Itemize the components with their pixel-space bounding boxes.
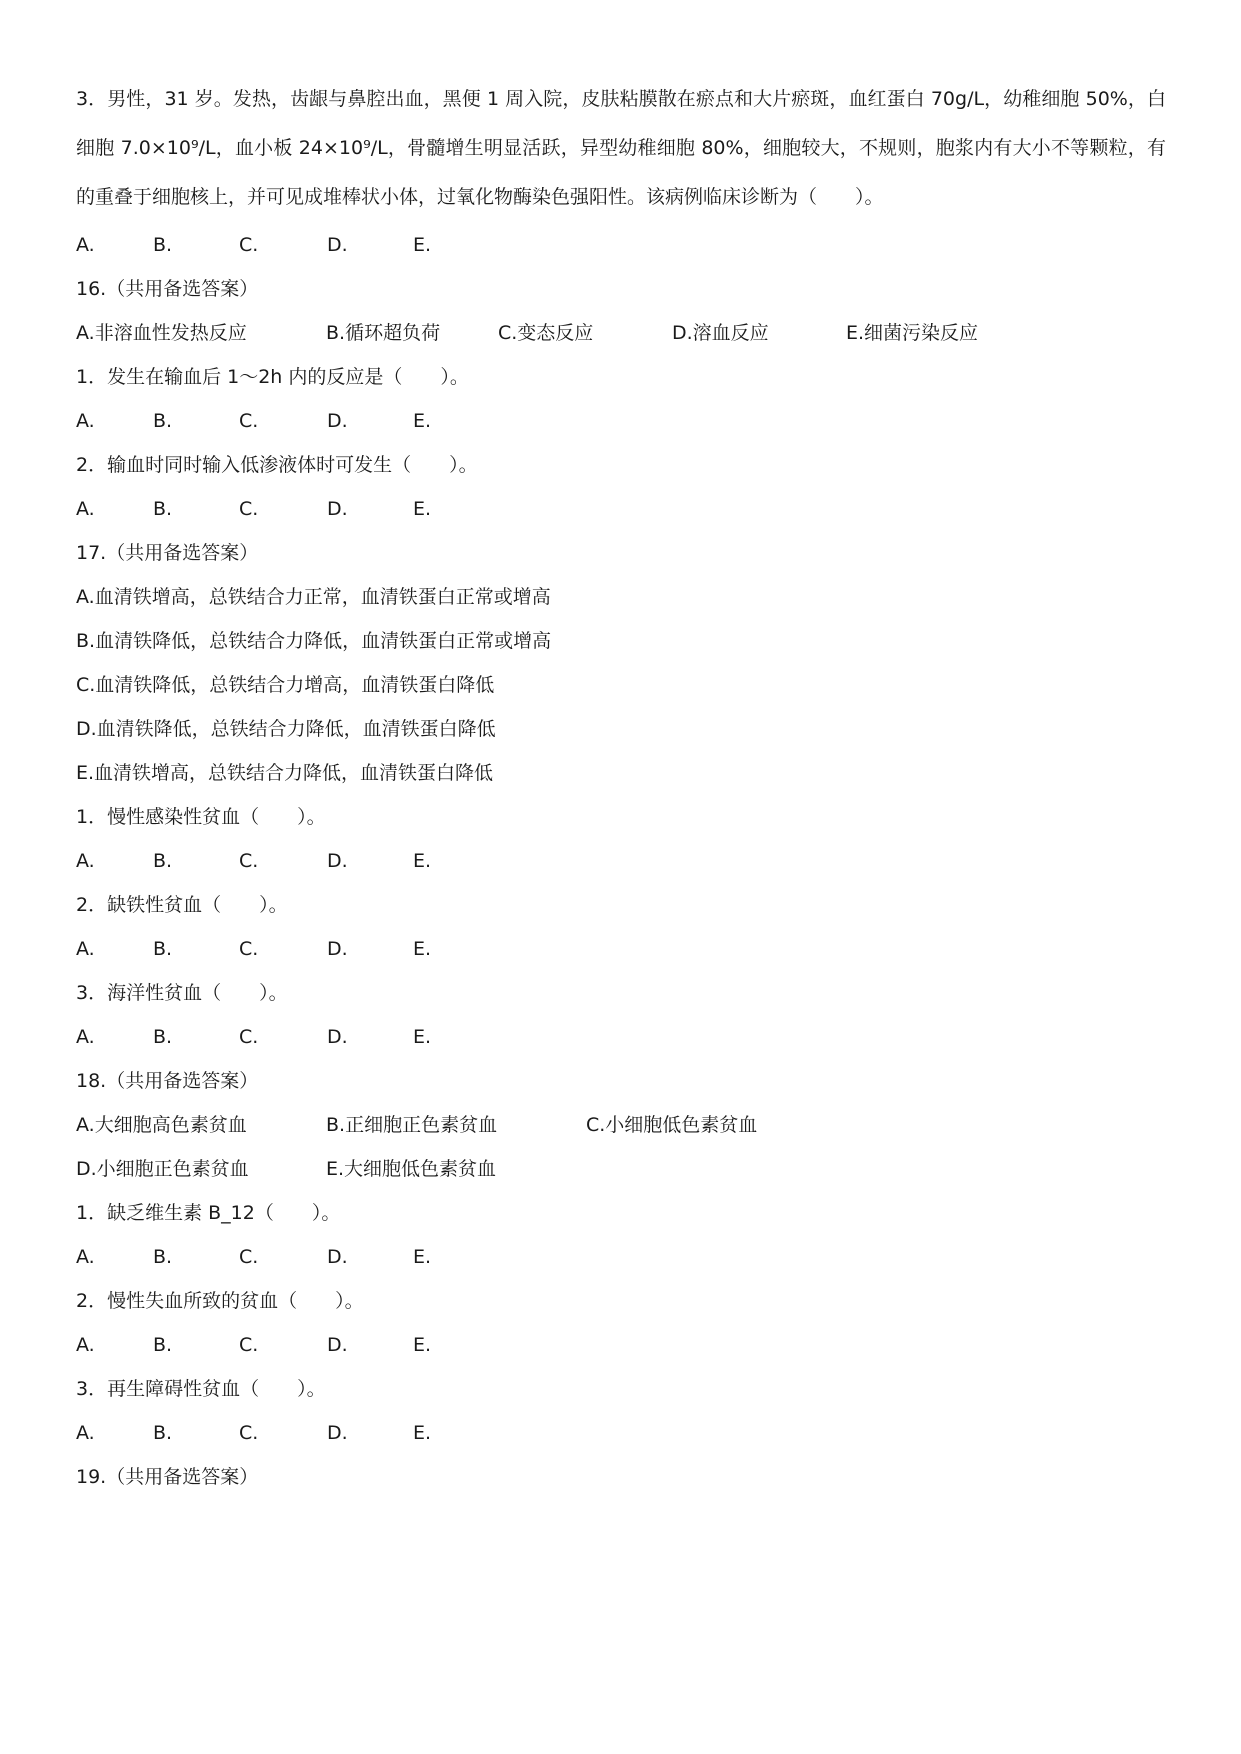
letter-c: C.	[239, 410, 259, 432]
letter-a: A.	[76, 850, 95, 872]
letter-c: C.	[239, 850, 259, 872]
letter-c: C.	[239, 1026, 259, 1048]
g17-option-e: E.血清铁增高，总铁结合力降低，血清铁蛋白降低	[76, 762, 494, 784]
answer-letters-g18-q1	[76, 1244, 676, 1270]
g18-option-e: E.大细胞低色素贫血	[326, 1158, 497, 1180]
letter-e: E.	[413, 410, 432, 432]
g16-option-a: A.非溶血性发热反应	[76, 322, 247, 344]
letter-e: E.	[413, 1026, 432, 1048]
letter-e: E.	[413, 850, 432, 872]
g16-option-c: C.变态反应	[498, 322, 594, 344]
group-19-header: 19.（共用备选答案）	[76, 1466, 259, 1488]
group-18-header: 18.（共用备选答案）	[76, 1070, 259, 1092]
letter-b: B.	[153, 1422, 173, 1444]
letter-d: D.	[327, 850, 348, 872]
group-18-options-row-1	[76, 1112, 1176, 1138]
letter-b: B.	[153, 1246, 173, 1268]
letter-b: B.	[153, 850, 173, 872]
answer-letters-g18-q3	[76, 1420, 676, 1446]
letter-b: B.	[153, 938, 173, 960]
letter-e: E.	[413, 1422, 432, 1444]
letter-b: B.	[153, 1334, 173, 1356]
group-16-options	[76, 320, 1176, 346]
letter-e: E.	[413, 938, 432, 960]
g17-option-b: B.血清铁降低，总铁结合力降低，血清铁蛋白正常或增高	[76, 630, 552, 652]
g16-question-2: 2．输血时同时输入低渗液体时可发生（ ）。	[76, 454, 478, 476]
letter-e: E.	[413, 498, 432, 520]
letter-d: D.	[327, 1334, 348, 1356]
g18-option-b: B.正细胞正色素贫血	[326, 1114, 498, 1136]
letter-a: A.	[76, 1246, 95, 1268]
letter-a: A.	[76, 1422, 95, 1444]
group-18-options-row-2	[76, 1156, 1176, 1182]
answer-letters-q3	[76, 232, 676, 258]
letter-e: E.	[413, 1334, 432, 1356]
letter-d: D.	[327, 234, 348, 256]
letter-c: C.	[239, 498, 259, 520]
letter-c: C.	[239, 938, 259, 960]
answer-letters-g16-q2	[76, 496, 676, 522]
g17-option-c: C.血清铁降低，总铁结合力增高，血清铁蛋白降低	[76, 674, 495, 696]
g18-option-d: D.小细胞正色素贫血	[76, 1158, 249, 1180]
letter-d: D.	[327, 938, 348, 960]
g16-option-d: D.溶血反应	[672, 322, 769, 344]
answer-letters-g17-q1	[76, 848, 676, 874]
letter-a: A.	[76, 938, 95, 960]
letter-d: D.	[327, 1026, 348, 1048]
letter-b: B.	[153, 234, 173, 256]
letter-d: D.	[327, 1246, 348, 1268]
answer-letters-g16-q1	[76, 408, 676, 434]
letter-e: E.	[413, 234, 432, 256]
letter-b: B.	[153, 498, 173, 520]
letter-d: D.	[327, 498, 348, 520]
g16-option-b: B.循环超负荷	[326, 322, 441, 344]
answer-letters-g17-q2	[76, 936, 676, 962]
group-17-header: 17.（共用备选答案）	[76, 542, 259, 564]
group-16-header: 16.（共用备选答案）	[76, 278, 259, 300]
answer-letters-g17-q3	[76, 1024, 676, 1050]
letter-a: A.	[76, 1334, 95, 1356]
g16-option-e: E.细菌污染反应	[846, 322, 979, 344]
g17-question-2: 2．缺铁性贫血（ ）。	[76, 894, 288, 916]
g18-question-1: 1．缺乏维生素 B_12（ ）。	[76, 1202, 341, 1224]
letter-d: D.	[327, 410, 348, 432]
answer-letters-g18-q2	[76, 1332, 676, 1358]
letter-a: A.	[76, 1026, 95, 1048]
letter-c: C.	[239, 234, 259, 256]
letter-e: E.	[413, 1246, 432, 1268]
g18-question-2: 2．慢性失血所致的贫血（ ）。	[76, 1290, 364, 1312]
letter-a: A.	[76, 498, 95, 520]
letter-b: B.	[153, 410, 173, 432]
g17-option-a: A.血清铁增高，总铁结合力正常，血清铁蛋白正常或增高	[76, 586, 551, 608]
letter-c: C.	[239, 1334, 259, 1356]
letter-d: D.	[327, 1422, 348, 1444]
g17-question-3: 3．海洋性贫血（ ）。	[76, 982, 288, 1004]
g18-option-a: A.大细胞高色素贫血	[76, 1114, 247, 1136]
g16-question-1: 1．发生在输血后 1～2h 内的反应是（ ）。	[76, 366, 469, 388]
g18-question-3: 3．再生障碍性贫血（ ）。	[76, 1378, 326, 1400]
letter-b: B.	[153, 1026, 173, 1048]
g18-option-c: C.小细胞低色素贫血	[586, 1114, 758, 1136]
letter-a: A.	[76, 234, 95, 256]
g17-question-1: 1．慢性感染性贫血（ ）。	[76, 806, 326, 828]
letter-c: C.	[239, 1246, 259, 1268]
g17-option-d: D.血清铁降低，总铁结合力降低，血清铁蛋白降低	[76, 718, 496, 740]
question-3-case-text: 3．男性，31 岁。发热，齿龈与鼻腔出血，黑便 1 周入院，皮肤粘膜散在瘀点和大片瘀斑，血红蛋白 70g/L，幼稚细胞 50%，白细胞 7.0×10⁹/L，血小板 24×10⁹/L，骨髓增生明显活跃，异型幼稚细胞 80%，细胞较大，不规则，胞浆内有大小不等颗粒，有的重叠于细胞核上，并可见成堆棒状小体，过氧化物酶染色强阳性。该病例临床诊断为（ ）。	[76, 88, 1166, 208]
letter-c: C.	[239, 1422, 259, 1444]
letter-a: A.	[76, 410, 95, 432]
